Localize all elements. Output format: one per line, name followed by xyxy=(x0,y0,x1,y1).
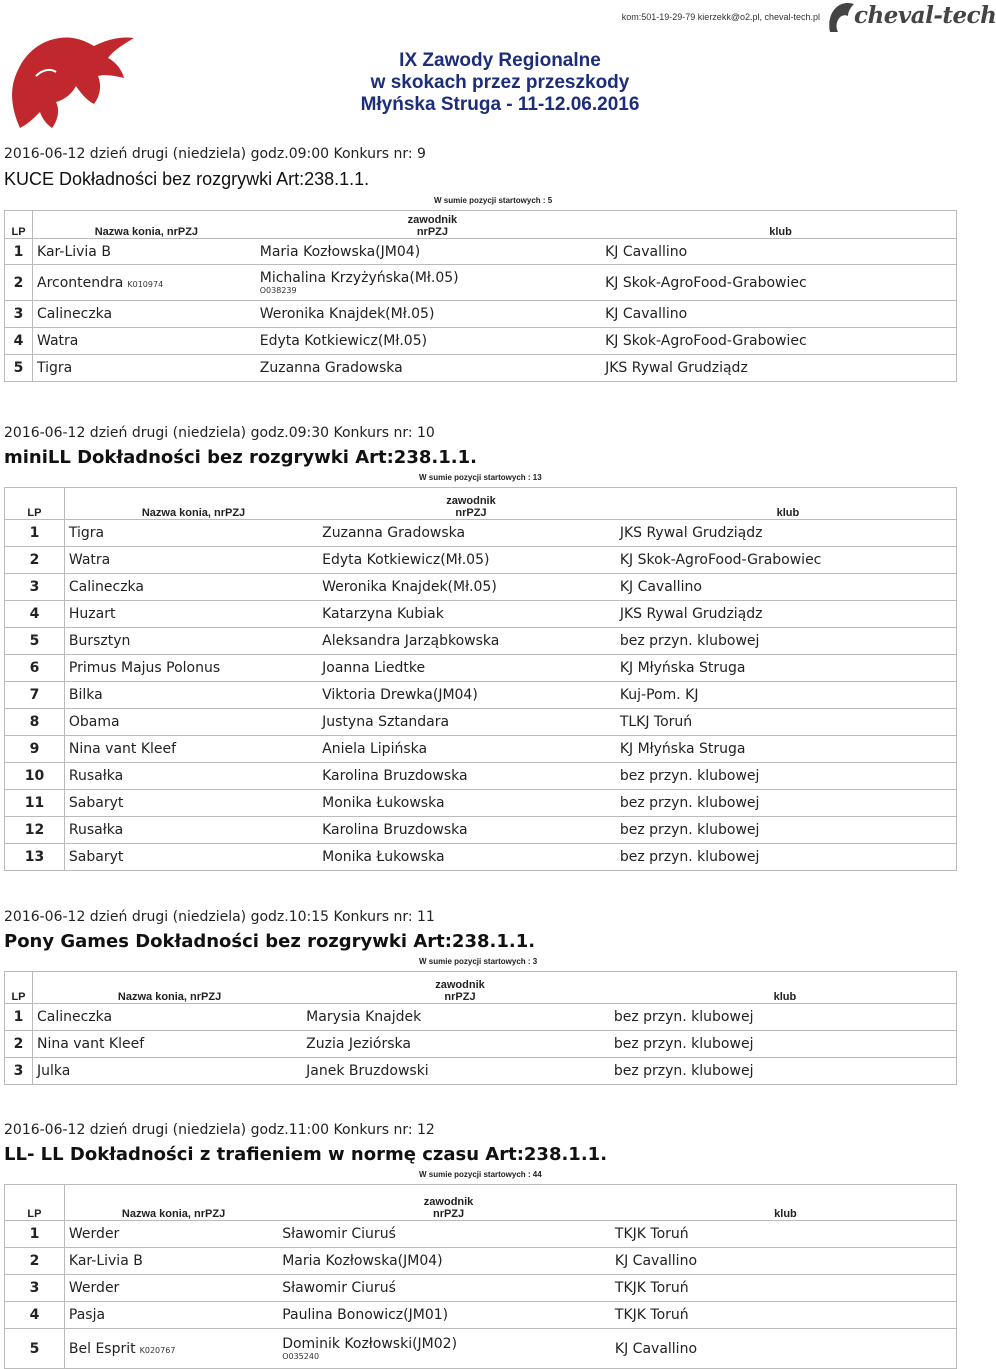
rider-name: Zuzanna Gradowska xyxy=(259,360,403,376)
horse-cell xyxy=(64,1248,282,1275)
rider-cell xyxy=(322,655,620,682)
rider-cell xyxy=(322,520,620,547)
rider-name: Joanna Liedtke xyxy=(322,660,426,676)
rider-cell xyxy=(322,736,620,763)
rider-name: Katarzyna Kubiak xyxy=(322,606,444,622)
rider-cell xyxy=(282,1329,615,1369)
club-cell: TKJK Toruń xyxy=(614,1280,689,1296)
column-header-club: klub xyxy=(776,507,800,519)
horse-name: Bel Esprit xyxy=(68,1340,136,1357)
row-number: 3 xyxy=(5,1275,65,1302)
row-number: 10 xyxy=(5,763,65,790)
rider-name: Dominik Kozłowski(JM02) xyxy=(282,1336,458,1352)
column-header-club: klub xyxy=(774,1208,797,1220)
club-cell: bez przyn. klubowej xyxy=(613,1063,754,1079)
horse-cell xyxy=(64,628,322,655)
horse-name: Kar-Livia B xyxy=(37,243,111,260)
column-header-club: klub xyxy=(769,226,792,238)
rider-name: Aleksandra Jarząbkowska xyxy=(322,633,500,649)
club-cell: bez przyn. klubowej xyxy=(619,633,760,649)
horse-cell xyxy=(64,763,322,790)
horse-id: K020767 xyxy=(139,1345,176,1355)
rider-cell xyxy=(260,328,605,355)
horse-cell xyxy=(33,301,260,328)
column-header-lp: LP xyxy=(5,972,33,1004)
horse-name: Rusałka xyxy=(68,822,124,838)
row-number: 3 xyxy=(5,574,65,601)
table-row xyxy=(5,239,957,265)
horse-name: Pasja xyxy=(68,1307,106,1323)
horse-cell xyxy=(33,265,260,301)
club-cell: JKS Rywal Grudziądz xyxy=(619,606,763,622)
column-header-rider xyxy=(322,488,620,520)
row-number: 1 xyxy=(5,1221,65,1248)
horse-cell xyxy=(64,1221,282,1248)
horse-cell xyxy=(32,1058,306,1085)
horse-name: Huzart xyxy=(68,606,116,622)
horse-cell xyxy=(33,355,260,382)
rider-name: Monika Łukowska xyxy=(322,849,445,865)
rider-cell xyxy=(306,1004,614,1031)
horse-name: Calineczka xyxy=(36,1009,113,1025)
rider-cell xyxy=(260,301,605,328)
row-number: 1 xyxy=(5,1004,33,1031)
club-cell: bez przyn. klubowej xyxy=(619,849,760,865)
rider-name: Weronika Knajdek(Mł.05) xyxy=(322,579,497,595)
rider-id: O038239 xyxy=(259,286,297,295)
horse-cell xyxy=(64,844,322,871)
horse-cell xyxy=(32,1031,306,1058)
horse-cell xyxy=(64,790,322,817)
start-list-table xyxy=(4,487,957,871)
rider-name: Zuzia Jeziórska xyxy=(306,1036,411,1052)
horse-name: Calineczka xyxy=(68,579,144,595)
rider-name: Justyna Sztandara xyxy=(322,714,450,730)
rider-name: Paulina Bonowicz(JM01) xyxy=(282,1307,449,1323)
rider-cell xyxy=(282,1302,615,1329)
club-cell: bez przyn. klubowej xyxy=(619,795,760,811)
start-list-table xyxy=(4,1184,957,1369)
column-header-rider-line2: nrPZJ xyxy=(455,507,487,519)
rider-cell xyxy=(260,239,605,265)
horse-name: Tigra xyxy=(37,360,73,376)
rider-name: Karolina Bruzdowska xyxy=(322,768,468,784)
column-header-rider-line2: nrPZJ xyxy=(444,991,476,1003)
start-count: W sumie pozycji startowych : 44 xyxy=(419,1170,542,1179)
header-brand xyxy=(621,0,996,36)
club-cell: TKJK Toruń xyxy=(614,1226,689,1242)
table-row xyxy=(5,355,957,382)
horse-name: Kar-Livia B xyxy=(68,1253,143,1269)
row-number: 3 xyxy=(5,1058,33,1085)
rider-name: Marysia Knajdek xyxy=(306,1009,422,1025)
row-number: 4 xyxy=(5,328,33,355)
competition-info: 2016-06-12 dzień drugi (niedziela) godz.11:00 Konkurs nr: 12 xyxy=(4,1122,435,1138)
club-cell: KJ Skok-AgroFood-Grabowiec xyxy=(605,333,807,349)
rider-name: Monika Łukowska xyxy=(322,795,445,811)
horse-cell xyxy=(64,736,322,763)
rider-cell xyxy=(322,574,620,601)
rider-name: Weronika Knajdek(Mł.05) xyxy=(259,306,435,322)
club-cell: JKS Rywal Grudziądz xyxy=(619,525,763,541)
table-header-row xyxy=(5,1185,957,1221)
horse-name: Werder xyxy=(68,1226,120,1242)
club-cell: bez przyn. klubowej xyxy=(613,1036,754,1052)
rider-cell xyxy=(322,844,620,871)
row-number: 5 xyxy=(5,355,33,382)
rider-name: Viktoria Drewka(JM04) xyxy=(322,687,478,703)
rider-cell xyxy=(322,763,620,790)
table-row xyxy=(5,1031,957,1058)
rider-name: Sławomir Ciuruś xyxy=(282,1226,396,1242)
club-cell: bez przyn. klubowej xyxy=(619,768,760,784)
horse-head-logo-icon xyxy=(2,30,144,136)
competition-info: 2016-06-12 dzień drugi (niedziela) godz.10:15 Konkurs nr: 11 xyxy=(4,909,435,925)
rider-cell xyxy=(322,709,620,736)
row-number: 5 xyxy=(5,628,65,655)
competition-section xyxy=(4,146,957,376)
rider-id: O035240 xyxy=(282,1352,320,1361)
horse-name: Nina vant Kleef xyxy=(36,1036,145,1052)
table-row xyxy=(5,1329,957,1369)
competition-section xyxy=(4,425,957,865)
competition-name: miniLL Dokładności bez rozgrywki Art:238.1.1. xyxy=(4,447,477,468)
rider-cell xyxy=(322,601,620,628)
column-header-rider xyxy=(306,972,614,1004)
horse-cell xyxy=(64,520,322,547)
column-header-rider xyxy=(282,1185,615,1221)
column-header-horse: Nazwa konia, nrPZJ xyxy=(94,226,199,238)
horse-cell xyxy=(64,1302,282,1329)
club-cell: bez przyn. klubowej xyxy=(613,1009,754,1025)
table-row xyxy=(5,682,957,709)
row-number: 2 xyxy=(5,547,65,574)
competition-name: KUCE Dokładności bez rozgrywki Art:238.1.1. xyxy=(4,169,370,189)
table-header-row xyxy=(5,488,957,520)
table-header-row xyxy=(5,211,957,239)
row-number: 8 xyxy=(5,709,65,736)
rider-cell xyxy=(260,355,605,382)
rider-name: Karolina Bruzdowska xyxy=(322,822,468,838)
rider-name: Maria Kozłowska(JM04) xyxy=(259,243,421,260)
row-number: 11 xyxy=(5,790,65,817)
horse-cell xyxy=(64,547,322,574)
club-cell: KJ Cavallino xyxy=(614,1253,698,1269)
rider-cell xyxy=(282,1248,615,1275)
rider-cell xyxy=(282,1275,615,1302)
competition-section xyxy=(4,909,957,1079)
table-row xyxy=(5,709,957,736)
horse-name: Sabaryt xyxy=(68,795,124,811)
row-number: 12 xyxy=(5,817,65,844)
club-cell: TKJK Toruń xyxy=(614,1307,689,1323)
column-header-horse: Nazwa konia, nrPZJ xyxy=(141,507,246,519)
table-row xyxy=(5,1275,957,1302)
table-row xyxy=(5,790,957,817)
club-cell: KJ Skok-AgroFood-Grabowiec xyxy=(619,552,822,568)
horse-cell xyxy=(64,1275,282,1302)
row-number: 7 xyxy=(5,682,65,709)
start-count: W sumie pozycji startowych : 13 xyxy=(419,473,542,482)
competition-name: Pony Games Dokładności bez rozgrywki Art:238.1.1. xyxy=(4,931,536,952)
horse-cell xyxy=(64,709,322,736)
column-header-rider-line1: zawodnik xyxy=(423,1196,474,1208)
competition-info: 2016-06-12 dzień drugi (niedziela) godz.09:00 Konkurs nr: 9 xyxy=(4,146,426,162)
horse-name: Julka xyxy=(36,1063,71,1079)
club-cell: bez przyn. klubowej xyxy=(619,822,760,838)
rider-cell xyxy=(306,1058,614,1085)
rider-cell xyxy=(260,265,605,301)
contact-info: kom:501-19-29-79 kierzekk@o2.pl, cheval-tech.pl xyxy=(621,12,820,22)
start-count: W sumie pozycji startowych : 5 xyxy=(434,196,553,205)
start-list-table xyxy=(4,210,957,382)
horse-name: Arcontendra xyxy=(37,274,124,291)
horse-cell xyxy=(32,1004,306,1031)
row-number: 1 xyxy=(5,520,65,547)
competition-name: LL- LL Dokładności z trafieniem w normę czasu Art:238.1.1. xyxy=(4,1144,608,1165)
rider-name: Edyta Kotkiewicz(Mł.05) xyxy=(322,552,490,568)
club-cell: KJ Młyńska Struga xyxy=(619,660,746,676)
row-number: 2 xyxy=(5,1248,65,1275)
column-header-rider xyxy=(260,211,605,239)
rider-cell xyxy=(282,1221,615,1248)
club-cell: KJ Cavallino xyxy=(614,1340,698,1357)
column-header-horse: Nazwa konia, nrPZJ xyxy=(121,1208,226,1220)
row-number: 5 xyxy=(5,1329,65,1369)
start-list-table xyxy=(4,971,957,1085)
horse-name: Calineczka xyxy=(37,306,113,322)
horse-name: Werder xyxy=(68,1280,120,1296)
horse-cell xyxy=(64,817,322,844)
rider-cell xyxy=(322,628,620,655)
club-cell: JKS Rywal Grudziądz xyxy=(605,360,748,376)
table-row xyxy=(5,1248,957,1275)
horse-name: Bilka xyxy=(68,687,103,703)
rider-cell xyxy=(322,817,620,844)
row-number: 2 xyxy=(5,265,33,301)
column-header-lp: LP xyxy=(5,1185,65,1221)
column-header-lp: LP xyxy=(5,211,33,239)
club-cell: KJ Cavallino xyxy=(605,243,688,260)
event-title-line2: w skokach przez przeszkody xyxy=(370,72,630,93)
horse-name: Bursztyn xyxy=(68,633,131,649)
brand-logo xyxy=(826,0,996,36)
horse-cell xyxy=(33,328,260,355)
horse-name: Rusałka xyxy=(68,768,124,784)
competition-info: 2016-06-12 dzień drugi (niedziela) godz.09:30 Konkurs nr: 10 xyxy=(4,425,435,441)
table-row xyxy=(5,265,957,301)
table-row xyxy=(5,628,957,655)
table-row xyxy=(5,736,957,763)
table-row xyxy=(5,1221,957,1248)
horse-cell xyxy=(64,574,322,601)
horse-cell xyxy=(64,601,322,628)
horse-name: Sabaryt xyxy=(68,849,124,865)
table-row xyxy=(5,328,957,355)
rider-name: Sławomir Ciuruś xyxy=(282,1280,396,1296)
club-cell: KJ Cavallino xyxy=(619,579,702,595)
club-cell: KJ Cavallino xyxy=(605,306,688,322)
event-title xyxy=(260,50,740,116)
horse-name: Tigra xyxy=(68,525,105,541)
event-title-line1: IX Zawody Regionalne xyxy=(399,50,601,71)
horse-name: Primus Majus Polonus xyxy=(68,660,221,676)
start-count: W sumie pozycji startowych : 3 xyxy=(419,957,538,966)
club-cell: KJ Młyńska Struga xyxy=(619,741,746,757)
rider-name: Aniela Lipińska xyxy=(322,741,428,757)
horse-silhouette-icon xyxy=(826,0,856,34)
table-row xyxy=(5,1004,957,1031)
table-row xyxy=(5,574,957,601)
horse-name: Watra xyxy=(37,333,79,349)
horse-name: Obama xyxy=(68,714,120,730)
table-row xyxy=(5,1058,957,1085)
horse-cell xyxy=(33,239,260,265)
horse-name: Nina vant Kleef xyxy=(68,741,177,757)
column-header-rider-line1: zawodnik xyxy=(446,495,496,507)
rider-cell xyxy=(322,790,620,817)
table-row xyxy=(5,547,957,574)
column-header-lp: LP xyxy=(5,488,65,520)
horse-name: Watra xyxy=(68,552,111,568)
rider-name: Michalina Krzyżyńska(Mł.05) xyxy=(259,270,459,286)
column-header-rider-line1: zawodnik xyxy=(435,979,485,991)
table-row xyxy=(5,817,957,844)
event-title-line3: Młyńska Struga - 11-12.06.2016 xyxy=(360,94,640,115)
rider-name: Maria Kozłowska(JM04) xyxy=(282,1253,443,1269)
rider-cell xyxy=(306,1031,614,1058)
horse-cell xyxy=(64,1329,282,1369)
row-number: 2 xyxy=(5,1031,33,1058)
table-header-row xyxy=(5,972,957,1004)
rider-name: Janek Bruzdowski xyxy=(306,1063,429,1079)
brand-name: cheval-tech xyxy=(854,2,996,29)
horse-cell xyxy=(64,655,322,682)
club-cell: TLKJ Toruń xyxy=(619,714,693,730)
competition-section xyxy=(4,1122,957,1361)
horse-cell xyxy=(64,682,322,709)
event-logo-horse-head xyxy=(2,30,144,136)
table-row xyxy=(5,1302,957,1329)
row-number: 4 xyxy=(5,601,65,628)
row-number: 6 xyxy=(5,655,65,682)
row-number: 3 xyxy=(5,301,33,328)
horse-id: K010974 xyxy=(127,279,164,289)
row-number: 13 xyxy=(5,844,65,871)
table-row xyxy=(5,601,957,628)
column-header-club: klub xyxy=(773,991,797,1003)
table-row xyxy=(5,520,957,547)
row-number: 4 xyxy=(5,1302,65,1329)
table-row xyxy=(5,301,957,328)
column-header-rider-line1: zawodnik xyxy=(407,214,458,226)
column-header-rider-line2: nrPZJ xyxy=(416,226,449,238)
table-row xyxy=(5,844,957,871)
club-cell: Kuj-Pom. KJ xyxy=(619,687,699,703)
rider-name: Edyta Kotkiewicz(Mł.05) xyxy=(259,333,428,349)
row-number: 1 xyxy=(5,239,33,265)
rider-cell xyxy=(322,547,620,574)
rider-name: Zuzanna Gradowska xyxy=(322,525,466,541)
club-cell: KJ Skok-AgroFood-Grabowiec xyxy=(605,274,807,291)
column-header-rider-line2: nrPZJ xyxy=(432,1208,465,1220)
column-header-horse: Nazwa konia, nrPZJ xyxy=(117,991,222,1003)
table-row xyxy=(5,655,957,682)
row-number: 9 xyxy=(5,736,65,763)
rider-cell xyxy=(322,682,620,709)
table-row xyxy=(5,763,957,790)
